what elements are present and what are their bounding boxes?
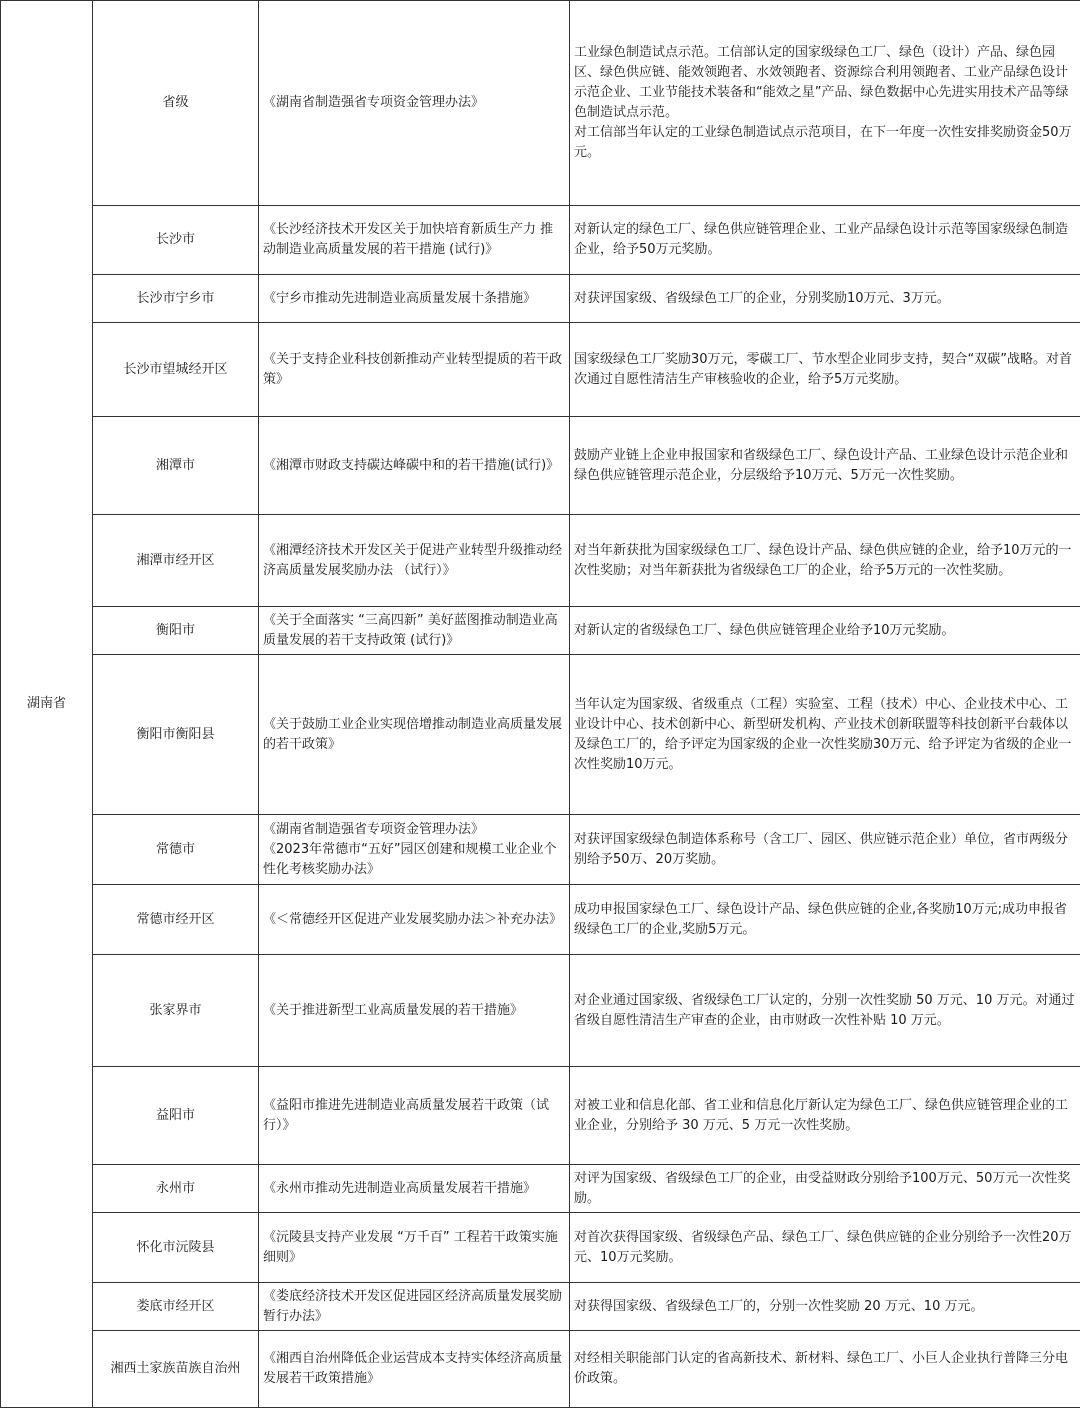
policy-title-cell	[259, 1283, 570, 1331]
table-row	[1, 417, 1080, 515]
region-cell: 衡阳市	[93, 607, 259, 655]
policy-detail-paragraph: 成功申报国家绿色工厂、绿色设计产品、绿色供应链的企业,各奖励10万元;成功申报省级绿色工厂的企业,奖励5万元。	[574, 900, 1076, 940]
policy-title-cell	[259, 1067, 570, 1165]
region-cell: 张家界市	[93, 955, 259, 1067]
region-cell: 怀化市沅陵县	[93, 1213, 259, 1283]
region-cell: 省级	[93, 1, 259, 206]
policy-title: 《宁乡市推动先进制造业高质量发展十条措施》	[263, 289, 565, 309]
policy-title: 《关于支持企业科技创新推动产业转型提质的若干政策》	[263, 350, 565, 390]
region-cell: 长沙市	[93, 206, 259, 275]
policy-title-cell	[259, 417, 570, 515]
region-cell: 常德市经开区	[93, 885, 259, 955]
policy-detail-cell	[570, 1, 1080, 206]
region-cell: 湘西土家族苗族自治州	[93, 1331, 259, 1408]
policy-title-cell	[259, 1213, 570, 1283]
policy-detail-cell	[570, 885, 1080, 955]
policy-detail-cell	[570, 1331, 1080, 1408]
policy-title: 《2023年常德市“五好”园区创建和规模工业企业个性化考核奖励办法》	[263, 840, 565, 880]
table-row	[1, 1213, 1080, 1283]
policy-detail-cell	[570, 417, 1080, 515]
policy-title-cell	[259, 1331, 570, 1408]
policy-detail-paragraph: 对企业通过国家级、省级绿色工厂认定的，分别一次性奖励 50 万元、10 万元。对通过省级自愿性清洁生产审查的企业，由市财政一次性补贴 10 万元。	[574, 991, 1076, 1031]
policy-detail-paragraph: 国家级绿色工厂奖励30万元，零碳工厂、节水型企业同步支持，契合“双碳”战略。对首次通过自愿性清洁生产审核验收的企业，给予5万元奖励。	[574, 350, 1076, 390]
policy-title: 《永州市推动先进制造业高质量发展若干措施》	[263, 1179, 565, 1199]
policy-detail-paragraph: 工业绿色制造试点示范。工信部认定的国家级绿色工厂、绿色（设计）产品、绿色园区、绿色供应链、能效领跑者、水效领跑者、资源综合利用领跑者、工业产品绿色设计示范企业、工业节能技术装备和“能效之星”产品、绿色数据中心先进实用技术产品等绿色制造试点示范。	[574, 43, 1076, 123]
province-cell: 湖南省	[1, 1, 93, 1408]
policy-title-cell	[259, 515, 570, 607]
policy-detail-paragraph: 对被工业和信息化部、省工业和信息化厅新认定为绿色工厂、绿色供应链管理企业的工业企业，分别给予 30 万元、5 万元一次性奖励。	[574, 1096, 1076, 1136]
policy-title: 《沅陵县支持产业发展 “万千百” 工程若干政策实施细则》	[263, 1228, 565, 1268]
policy-detail-paragraph: 对当年新获批为国家级绿色工厂、绿色设计产品、绿色供应链的企业，给予10万元的一次性奖励；对当年新获批为省级绿色工厂的企业，给予5万元的一次性奖励。	[574, 541, 1076, 581]
policy-detail-cell	[570, 1067, 1080, 1165]
policy-detail-paragraph: 对工信部当年认定的工业绿色制造试点示范项目，在下一年度一次性安排奖励资金50万元。	[574, 123, 1076, 163]
policy-title-cell	[259, 323, 570, 417]
table-row	[1, 1067, 1080, 1165]
policy-title: 《湘潭市财政支持碳达峰碳中和的若干措施(试行)》	[263, 456, 565, 476]
region-cell: 湘潭市经开区	[93, 515, 259, 607]
policy-detail-paragraph: 对首次获得国家级、省级绿色产品、绿色工厂、绿色供应链的企业分别给予一次性20万元、10万元奖励。	[574, 1228, 1076, 1268]
policy-detail-paragraph: 对评为国家级、省级绿色工厂的企业，由受益财政分别给予100万元、50万元一次性奖励。	[574, 1169, 1076, 1209]
policy-title-cell	[259, 1, 570, 206]
table-row	[1, 815, 1080, 885]
region-cell: 湘潭市	[93, 417, 259, 515]
policy-detail-cell	[570, 1213, 1080, 1283]
table-row	[1, 515, 1080, 607]
table-row	[1, 1165, 1080, 1213]
policy-detail-cell	[570, 1283, 1080, 1331]
region-cell: 衡阳市衡阳县	[93, 655, 259, 815]
table-row	[1, 885, 1080, 955]
policy-title: 《益阳市推进先进制造业高质量发展若干政策（试行）》	[263, 1096, 565, 1136]
table-row	[1, 607, 1080, 655]
region-cell: 常德市	[93, 815, 259, 885]
table-row	[1, 955, 1080, 1067]
policy-title-cell	[259, 1165, 570, 1213]
policy-title: 《湘潭经济技术开发区关于促进产业转型升级推动经济高质量发展奖励办法 （试行）》	[263, 541, 565, 581]
policy-title: 《关于全面落实 “三高四新” 美好蓝图推动制造业高质量发展的若干支持政策 (试行)》	[263, 611, 565, 651]
policy-detail-paragraph: 对经相关职能部门认定的省高新技术、新材料、绿色工厂、小巨人企业执行普降三分电价政策。	[574, 1349, 1076, 1389]
policy-title: 《湖南省制造强省专项资金管理办法》	[263, 93, 565, 113]
policy-detail-paragraph: 对获评国家级绿色制造体系称号（含工厂、园区、供应链示范企业）单位，省市两级分别给予50万、20万奖励。	[574, 830, 1076, 870]
policy-detail-paragraph: 对获得国家级、省级绿色工厂的，分别一次性奖励 20 万元、10 万元。	[574, 1297, 1076, 1317]
region-cell: 长沙市望城经开区	[93, 323, 259, 417]
policy-title: 《湘西自治州降低企业运营成本支持实体经济高质量发展若干政策措施》	[263, 1349, 565, 1389]
policy-table-body	[1, 1, 1080, 1408]
policy-detail-paragraph: 鼓励产业链上企业申报国家和省级绿色工厂、绿色设计产品、工业绿色设计示范企业和绿色供应链管理示范企业，分层级给予10万元、5万元一次性奖励。	[574, 446, 1076, 486]
policy-title-cell	[259, 607, 570, 655]
policy-detail-paragraph: 对新认定的绿色工厂、绿色供应链管理企业、工业产品绿色设计示范等国家级绿色制造企业，给予50万元奖励。	[574, 220, 1076, 260]
policy-title: 《关于推进新型工业高质量发展的若干措施》	[263, 1001, 565, 1021]
table-row	[1, 1331, 1080, 1408]
policy-detail-paragraph: 当年认定为国家级、省级重点（工程）实验室、工程（技术）中心、企业技术中心、工业设计中心、技术创新中心、新型研发机构、产业技术创新联盟等科技创新平台载体以及绿色工厂的，给予评定为国家级的企业一次性奖励30万元、给予评定为省级的企业一次性奖励10万元。	[574, 695, 1076, 775]
policy-title-cell	[259, 655, 570, 815]
policy-detail-cell	[570, 323, 1080, 417]
region-cell: 长沙市宁乡市	[93, 275, 259, 323]
policy-title-cell	[259, 885, 570, 955]
region-cell: 永州市	[93, 1165, 259, 1213]
policy-detail-cell	[570, 955, 1080, 1067]
policy-detail-paragraph: 对新认定的省级绿色工厂、绿色供应链管理企业给予10万元奖励。	[574, 621, 1076, 641]
policy-title-cell	[259, 206, 570, 275]
table-row	[1, 323, 1080, 417]
policy-detail-cell	[570, 607, 1080, 655]
region-cell: 益阳市	[93, 1067, 259, 1165]
policy-detail-paragraph: 对获评国家级、省级绿色工厂的企业，分别奖励10万元、3万元。	[574, 289, 1076, 309]
policy-detail-cell	[570, 515, 1080, 607]
policy-detail-cell	[570, 206, 1080, 275]
table-row	[1, 275, 1080, 323]
policy-title: 《＜常德经开区促进产业发展奖励办法＞补充办法》	[263, 910, 565, 930]
policy-title-cell	[259, 815, 570, 885]
policy-title: 《长沙经济技术开发区关于加快培育新质生产力 推动制造业高质量发展的若干措施 (试行)》	[263, 220, 565, 260]
policy-title: 《关于鼓励工业企业实现倍增推动制造业高质量发展的若干政策》	[263, 715, 565, 755]
policy-detail-cell	[570, 1165, 1080, 1213]
table-row	[1, 655, 1080, 815]
policy-title-cell	[259, 275, 570, 323]
policy-detail-cell	[570, 655, 1080, 815]
policy-detail-cell	[570, 815, 1080, 885]
region-cell: 娄底市经开区	[93, 1283, 259, 1331]
table-row	[1, 206, 1080, 275]
policy-title-cell	[259, 955, 570, 1067]
table-row	[1, 1, 1080, 206]
policy-title: 《湖南省制造强省专项资金管理办法》	[263, 820, 565, 840]
table-row	[1, 1283, 1080, 1331]
policy-title: 《娄底经济技术开发区促进园区经济高质量发展奖励暂行办法》	[263, 1287, 565, 1327]
policy-detail-cell	[570, 275, 1080, 323]
